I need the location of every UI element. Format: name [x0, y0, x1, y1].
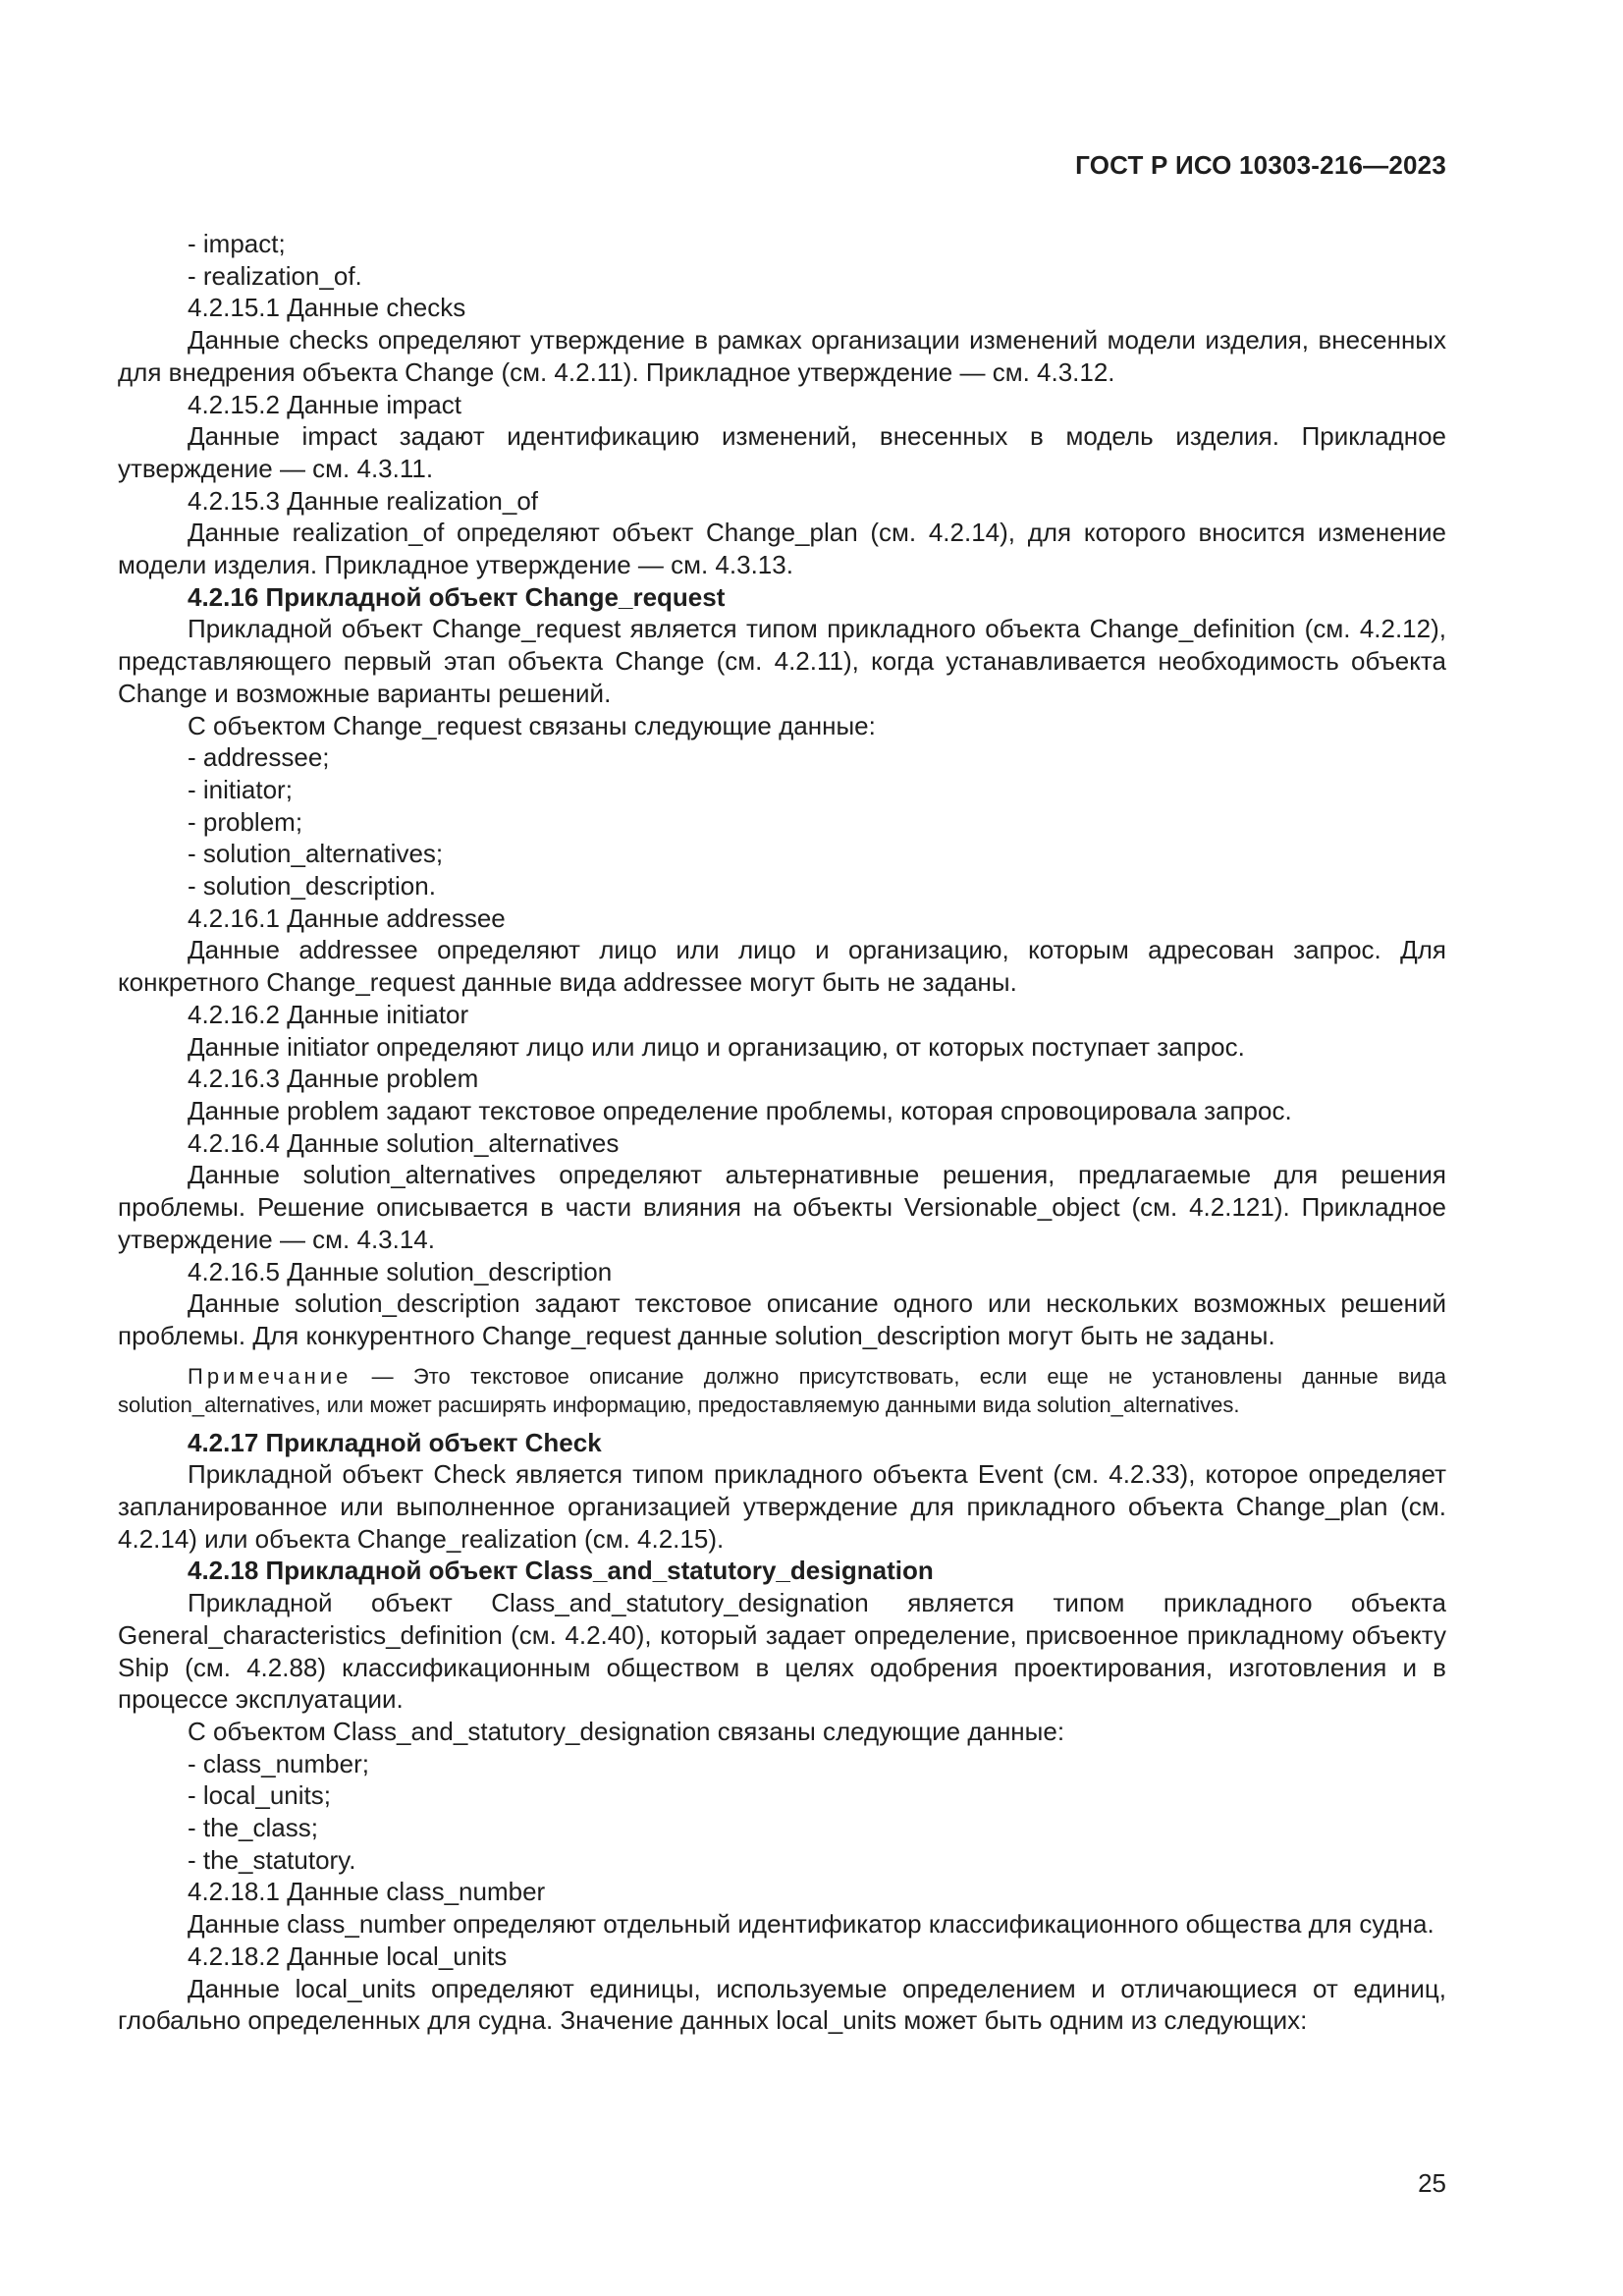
list-item: - class_number; [188, 1748, 369, 1778]
list-item: - local_units; [188, 1780, 331, 1811]
paragraph: Данные solution_alternatives определяют альтернативные решения, предлагаемые для решения проблемы. Решение описывается в части влияния на объекты Versionable_object (см. 4.2.121). Прикладное утверждение — см. 4.3.14. [118, 1160, 1446, 1254]
subsection-heading: 4.2.16.2 Данные initiator [188, 999, 469, 1029]
list-item: - solution_description. [188, 871, 436, 902]
paragraph: Данные initiator определяют лицо или лицо и организацию, от которых поступает запрос. [188, 1031, 1245, 1062]
list-item: - impact; [188, 229, 286, 258]
paragraph: Прикладной объект Check является типом прикладного объекта Event (см. 4.2.33), которое определяет запланированное или выполненное организацией утверждение для прикладного объекта Change_plan (см. 4.2.14) или объекта Change_realization (см. 4.2.15). [118, 1459, 1446, 1554]
paragraph: Данные class_number определяют отдельный идентификатор классификационного общества для судна. [188, 1909, 1434, 1940]
list-item: - addressee; [188, 742, 330, 773]
subsection-heading: 4.2.16.4 Данные solution_alternatives [188, 1127, 620, 1158]
paragraph: С объектом Change_request связаны следующие данные: [188, 710, 876, 740]
document-body [118, 228, 1446, 2037]
section-heading: 4.2.18 Прикладной объект Class_and_statutory_designation [188, 1556, 934, 1586]
paragraph: Данные addressee определяют лицо или лицо и организацию, которым адресован запрос. Для конкретного Change_request данные вида addressee могут быть не заданы. [118, 935, 1446, 998]
subsection-heading: 4.2.16.3 Данные problem [188, 1064, 479, 1094]
paragraph: Прикладной объект Class_and_statutory_designation является типом прикладного объекта General_characteristics_definition (см. 4.2.40), который задает определение, присвоенное прикладному объекту Ship (см. 4.2.88) классификационным обществом в целях одобрения проектирования, изготовления и в процессе эксплуатации. [118, 1588, 1446, 1715]
subsection-heading: 4.2.15.2 Данные impact [188, 389, 461, 419]
list-item: - problem; [188, 806, 303, 837]
paragraph: Прикладной объект Change_request является типом прикладного объекта Change_definition (см. 4.2.12), представляющего первый этап объекта Change (см. 4.2.11), когда устанавливается необходимость объекта Change и возможные варианты решений. [118, 614, 1446, 708]
document-header: ГОСТ Р ИСО 10303-216—2023 [1075, 150, 1446, 180]
note-text: — Это текстовое описание должно присутствовать, если еще не установлены данные вида solution_alternatives, или может расширять информацию, предоставляемую данными вида solution_alternatives. [118, 1363, 1446, 1417]
list-item: - realization_of. [188, 260, 362, 291]
subsection-heading: 4.2.18.2 Данные local_units [188, 1941, 508, 1971]
paragraph: Данные local_units определяют единицы, используемые определением и отличающиеся от единиц, глобально определенных для судна. Значение данных local_units может быть одним из следующих: [118, 1973, 1446, 2036]
note [118, 1362, 1446, 1419]
list-item: - the_class; [188, 1813, 318, 1843]
subsection-heading: 4.2.15.1 Данные checks [188, 293, 466, 323]
list-item: - initiator; [188, 774, 293, 804]
paragraph: Данные solution_description задают текстовое описание одного или нескольких возможных решений проблемы. Для конкурентного Change_request данные solution_description могут быть не заданы. [118, 1288, 1446, 1350]
list-item: - solution_alternatives; [188, 839, 444, 869]
section-heading: 4.2.17 Прикладной объект Check [188, 1427, 602, 1457]
paragraph: Данные realization_of определяют объект Change_plan (см. 4.2.14), для которого вносится изменение модели изделия. Прикладное утверждение — см. 4.3.13. [118, 518, 1446, 580]
note-label: Примечание [188, 1363, 352, 1389]
subsection-heading: 4.2.18.1 Данные class_number [188, 1877, 546, 1907]
subsection-heading: 4.2.16.5 Данные solution_description [188, 1256, 613, 1286]
page-number: 25 [1418, 2168, 1446, 2198]
paragraph: Данные checks определяют утверждение в рамках организации изменений модели изделия, внесенных для внедрения объекта Change (см. 4.2.11). Прикладное утверждение — см. 4.3.12. [118, 325, 1446, 387]
paragraph: Данные impact задают идентификацию изменений, внесенных в модель изделия. Прикладное утверждение — см. 4.3.11. [118, 421, 1446, 483]
list-item: - the_statutory. [188, 1844, 356, 1875]
section-heading: 4.2.16 Прикладной объект Change_request [188, 581, 726, 612]
paragraph: Данные problem задают текстовое определение проблемы, которая спровоцировала запрос. [188, 1095, 1292, 1125]
paragraph: С объектом Class_and_statutory_designation связаны следующие данные: [188, 1716, 1065, 1746]
subsection-heading: 4.2.16.1 Данные addressee [188, 902, 506, 933]
subsection-heading: 4.2.15.3 Данные realization_of [188, 485, 539, 516]
